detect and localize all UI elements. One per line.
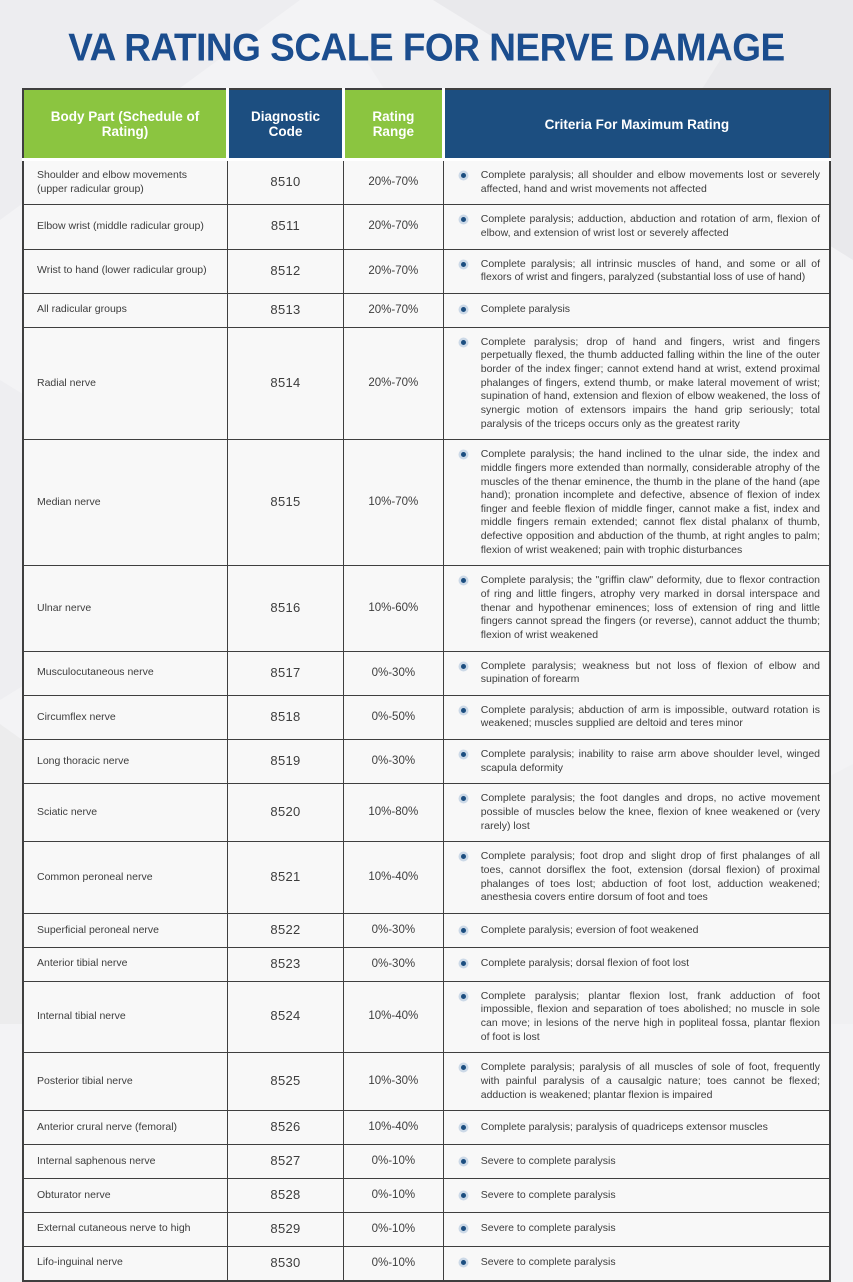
table-row xyxy=(23,440,830,566)
col-header-body-part: Body Part (Schedule of Rating) xyxy=(23,89,228,160)
bullet-icon xyxy=(461,262,466,267)
criteria-text: Complete paralysis; all shoulder and elbow movements lost or severely affected, hand and wrist movements not affected xyxy=(480,169,820,195)
rating-range-cell: 20%-70% xyxy=(343,205,443,249)
table-row xyxy=(23,1145,830,1179)
body-part-cell: Common peroneal nerve xyxy=(23,842,228,914)
criteria-cell xyxy=(443,440,830,566)
table-row xyxy=(23,695,830,739)
bullet-icon xyxy=(461,578,466,583)
criteria-cell xyxy=(443,1246,830,1280)
rating-range-cell: 10%-70% xyxy=(343,440,443,566)
criteria-text: Severe to complete paralysis xyxy=(480,1222,616,1235)
table-header xyxy=(23,89,830,160)
criteria-text: Complete paralysis; inability to raise arm above shoulder level, winged scapula deformity xyxy=(480,748,820,774)
criteria-cell xyxy=(443,566,830,651)
rating-range-cell: 0%-50% xyxy=(343,695,443,739)
table-row xyxy=(23,293,830,327)
diagnostic-code-cell: 8512 xyxy=(228,249,344,293)
criteria-text: Complete paralysis; drop of hand and fingers, wrist and fingers perpetually flexed, the thumb adducted falling within the line of the outer border of the index finger; cannot extend hand at wrist, extend proximal phalanges of fingers, extend thumb, or make lateral movement of wrist; supination of hand, extension and flexion of elbow weakened, the loss of synergic motion of extensors impairs the hand grip seriously; total paralysis of the triceps occurs only as the greatest rarity xyxy=(480,335,820,430)
table-row xyxy=(23,913,830,947)
bullet-icon xyxy=(461,217,466,222)
rating-range-cell: 0%-10% xyxy=(343,1178,443,1212)
rating-range-cell: 0%-10% xyxy=(343,1246,443,1280)
criteria-cell xyxy=(443,1178,830,1212)
diagnostic-code-cell: 8524 xyxy=(228,981,344,1053)
rating-range-cell: 10%-30% xyxy=(343,1053,443,1111)
col-header-criteria: Criteria For Maximum Rating xyxy=(443,89,830,160)
rating-range-cell: 20%-70% xyxy=(343,327,443,439)
table-row xyxy=(23,947,830,981)
criteria-text: Complete paralysis; the foot dangles and drops, no active movement possible of muscles below the knee, flexion of knee weakened or (very rarely) lost xyxy=(480,792,820,832)
criteria-text: Complete paralysis; paralysis of quadriceps extensor muscles xyxy=(480,1120,768,1133)
bullet-icon xyxy=(461,1260,466,1265)
bullet-icon xyxy=(461,961,466,966)
body-part-cell: Internal tibial nerve xyxy=(23,981,228,1053)
bullet-icon xyxy=(461,307,466,312)
table-row xyxy=(23,1246,830,1280)
rating-range-cell: 10%-40% xyxy=(343,1111,443,1145)
col-header-diagnostic-code: Diagnostic Code xyxy=(228,89,344,160)
rating-range-cell: 20%-70% xyxy=(343,160,443,205)
body-part-cell: Sciatic nerve xyxy=(23,784,228,842)
bullet-icon xyxy=(461,452,466,457)
bullet-icon xyxy=(461,664,466,669)
body-part-cell: Long thoracic nerve xyxy=(23,740,228,784)
diagnostic-code-cell: 8514 xyxy=(228,327,344,439)
table-row xyxy=(23,327,830,439)
body-part-cell: Circumflex nerve xyxy=(23,695,228,739)
body-part-cell: Ulnar nerve xyxy=(23,566,228,651)
bullet-icon xyxy=(461,796,466,801)
criteria-text: Severe to complete paralysis xyxy=(480,1256,616,1269)
criteria-text: Severe to complete paralysis xyxy=(480,1154,616,1167)
criteria-text: Complete paralysis; the "griffin claw" deformity, due to flexor contraction of ring and little fingers, atrophy very marked in dorsal interspace and thenar and hypothenar eminences; loss of extension of ring and little fingers cannot spread the fingers (or reverse), cannot adduct the thumb; flexion of wrist weakened xyxy=(480,574,820,641)
criteria-text: Complete paralysis; adduction, abduction and rotation of arm, flexion of elbow, and extension of wrist lost or severely affected xyxy=(480,213,820,239)
diagnostic-code-cell: 8530 xyxy=(228,1246,344,1280)
table-row xyxy=(23,160,830,205)
diagnostic-code-cell: 8511 xyxy=(228,205,344,249)
table-row xyxy=(23,1212,830,1246)
bullet-icon xyxy=(461,752,466,757)
table-row xyxy=(23,842,830,914)
rating-range-cell: 0%-10% xyxy=(343,1212,443,1246)
diagnostic-code-cell: 8525 xyxy=(228,1053,344,1111)
criteria-cell xyxy=(443,740,830,784)
criteria-text: Complete paralysis; paralysis of all muscles of sole of foot, frequently with painful paralysis of a causalgic nature; toes cannot be flexed; adduction is weakened; plantar flexion is impaired xyxy=(480,1061,820,1101)
bullet-icon xyxy=(461,173,466,178)
body-part-cell: Posterior tibial nerve xyxy=(23,1053,228,1111)
criteria-cell xyxy=(443,293,830,327)
body-part-cell: Wrist to hand (lower radicular group) xyxy=(23,249,228,293)
rating-range-cell: 0%-30% xyxy=(343,947,443,981)
diagnostic-code-cell: 8529 xyxy=(228,1212,344,1246)
bullet-icon xyxy=(461,1226,466,1231)
criteria-cell xyxy=(443,1053,830,1111)
bullet-icon xyxy=(461,1125,466,1130)
table-row xyxy=(23,981,830,1053)
table-row xyxy=(23,1053,830,1111)
rating-range-cell: 10%-40% xyxy=(343,981,443,1053)
criteria-text: Complete paralysis; dorsal flexion of foot lost xyxy=(480,957,690,970)
diagnostic-code-cell: 8517 xyxy=(228,651,344,695)
rating-range-cell: 0%-30% xyxy=(343,651,443,695)
body-part-cell: Anterior tibial nerve xyxy=(23,947,228,981)
criteria-text: Complete paralysis; all intrinsic muscles of hand, and some or all of flexors of wrist and fingers, paralyzed (substantial loss of use of hand) xyxy=(480,257,820,284)
bullet-icon xyxy=(461,854,466,859)
table-row xyxy=(23,1111,830,1145)
bullet-icon xyxy=(461,928,466,933)
diagnostic-code-cell: 8527 xyxy=(228,1145,344,1179)
body-part-cell: External cutaneous nerve to high xyxy=(23,1212,228,1246)
diagnostic-code-cell: 8515 xyxy=(228,440,344,566)
col-header-rating-range: Rating Range xyxy=(343,89,443,160)
criteria-cell xyxy=(443,205,830,249)
criteria-text: Complete paralysis; abduction of arm is impossible, outward rotation is weakened; muscles supplied are deltoid and teres minor xyxy=(480,703,820,730)
diagnostic-code-cell: 8528 xyxy=(228,1178,344,1212)
criteria-cell xyxy=(443,981,830,1053)
table-row xyxy=(23,651,830,695)
criteria-cell xyxy=(443,842,830,914)
rating-range-cell: 10%-40% xyxy=(343,842,443,914)
header-row xyxy=(23,89,830,160)
criteria-cell xyxy=(443,327,830,439)
table-row xyxy=(23,740,830,784)
criteria-cell xyxy=(443,1212,830,1246)
criteria-text: Severe to complete paralysis xyxy=(480,1188,616,1201)
criteria-text: Complete paralysis; plantar flexion lost, frank adduction of foot impossible, flexion and separation of toes abolished; no muscle in sole can move; in lesions of the nerve high in popliteal fossa, plantar flexion of foot is lost xyxy=(480,989,820,1043)
diagnostic-code-cell: 8513 xyxy=(228,293,344,327)
table-row xyxy=(23,205,830,249)
diagnostic-code-cell: 8518 xyxy=(228,695,344,739)
criteria-text: Complete paralysis; weakness but not loss of flexion of elbow and supination of forearm xyxy=(480,659,820,686)
diagnostic-code-cell: 8523 xyxy=(228,947,344,981)
table-row xyxy=(23,784,830,842)
body-part-cell: Elbow wrist (middle radicular group) xyxy=(23,205,228,249)
bullet-icon xyxy=(461,708,466,713)
body-part-cell: Internal saphenous nerve xyxy=(23,1145,228,1179)
criteria-cell xyxy=(443,1111,830,1145)
body-part-cell: Obturator nerve xyxy=(23,1178,228,1212)
criteria-cell xyxy=(443,947,830,981)
body-part-cell: Shoulder and elbow movements (upper radicular group) xyxy=(23,160,228,205)
bullet-icon xyxy=(461,1193,466,1198)
criteria-cell xyxy=(443,160,830,205)
criteria-text: Complete paralysis; the hand inclined to the ulnar side, the index and middle fingers more extended than normally, considerable atrophy of the muscles of the thenar eminence, the thumb in the plane of the hand (ape hand); pronation incomplete and defective, absence of flexion of index finger and feeble flexion of middle finger, cannot make a fist, index and middle fingers remain extended; cannot flex distal phalanx of thumb, defective opposition and abduction of the thumb, at right angles to palm; flexion of wrist weakened; pain with trophic disturbances xyxy=(480,448,820,556)
body-part-cell: Superficial peroneal nerve xyxy=(23,913,228,947)
rating-table xyxy=(22,88,831,1282)
criteria-cell xyxy=(443,913,830,947)
diagnostic-code-cell: 8521 xyxy=(228,842,344,914)
bullet-icon xyxy=(461,340,466,345)
table-body xyxy=(23,160,830,1281)
criteria-cell xyxy=(443,784,830,842)
page-title: VA RATING SCALE FOR NERVE DAMAGE xyxy=(68,25,785,69)
criteria-text: Complete paralysis; eversion of foot weakened xyxy=(480,923,699,936)
body-part-cell: Anterior crural nerve (femoral) xyxy=(23,1111,228,1145)
criteria-cell xyxy=(443,651,830,695)
diagnostic-code-cell: 8522 xyxy=(228,913,344,947)
bullet-icon xyxy=(461,1159,466,1164)
criteria-cell xyxy=(443,249,830,293)
body-part-cell: Musculocutaneous nerve xyxy=(23,651,228,695)
diagnostic-code-cell: 8516 xyxy=(228,566,344,651)
criteria-cell xyxy=(443,1145,830,1179)
table-row xyxy=(23,1178,830,1212)
body-part-cell: Lifo-inguinal nerve xyxy=(23,1246,228,1280)
rating-range-cell: 0%-30% xyxy=(343,740,443,784)
rating-range-cell: 20%-70% xyxy=(343,249,443,293)
rating-range-cell: 0%-10% xyxy=(343,1145,443,1179)
criteria-text: Complete paralysis; foot drop and slight drop of first phalanges of all toes, cannot dorsiflex the foot, extension (dorsal flexion) of proximal phalanges of toes lost; abduction of foot lost, adduction weakened; anesthesia covers entire dorsum of foot and toes xyxy=(480,850,820,904)
diagnostic-code-cell: 8520 xyxy=(228,784,344,842)
table-row xyxy=(23,249,830,293)
criteria-cell xyxy=(443,695,830,739)
body-part-cell: Radial nerve xyxy=(23,327,228,439)
rating-range-cell: 0%-30% xyxy=(343,913,443,947)
criteria-text: Complete paralysis xyxy=(480,303,571,316)
bullet-icon xyxy=(461,1065,466,1070)
diagnostic-code-cell: 8526 xyxy=(228,1111,344,1145)
bullet-icon xyxy=(461,994,466,999)
body-part-cell: All radicular groups xyxy=(23,293,228,327)
diagnostic-code-cell: 8519 xyxy=(228,740,344,784)
table-row xyxy=(23,566,830,651)
body-part-cell: Median nerve xyxy=(23,440,228,566)
rating-range-cell: 20%-70% xyxy=(343,293,443,327)
rating-range-cell: 10%-60% xyxy=(343,566,443,651)
rating-range-cell: 10%-80% xyxy=(343,784,443,842)
diagnostic-code-cell: 8510 xyxy=(228,160,344,205)
